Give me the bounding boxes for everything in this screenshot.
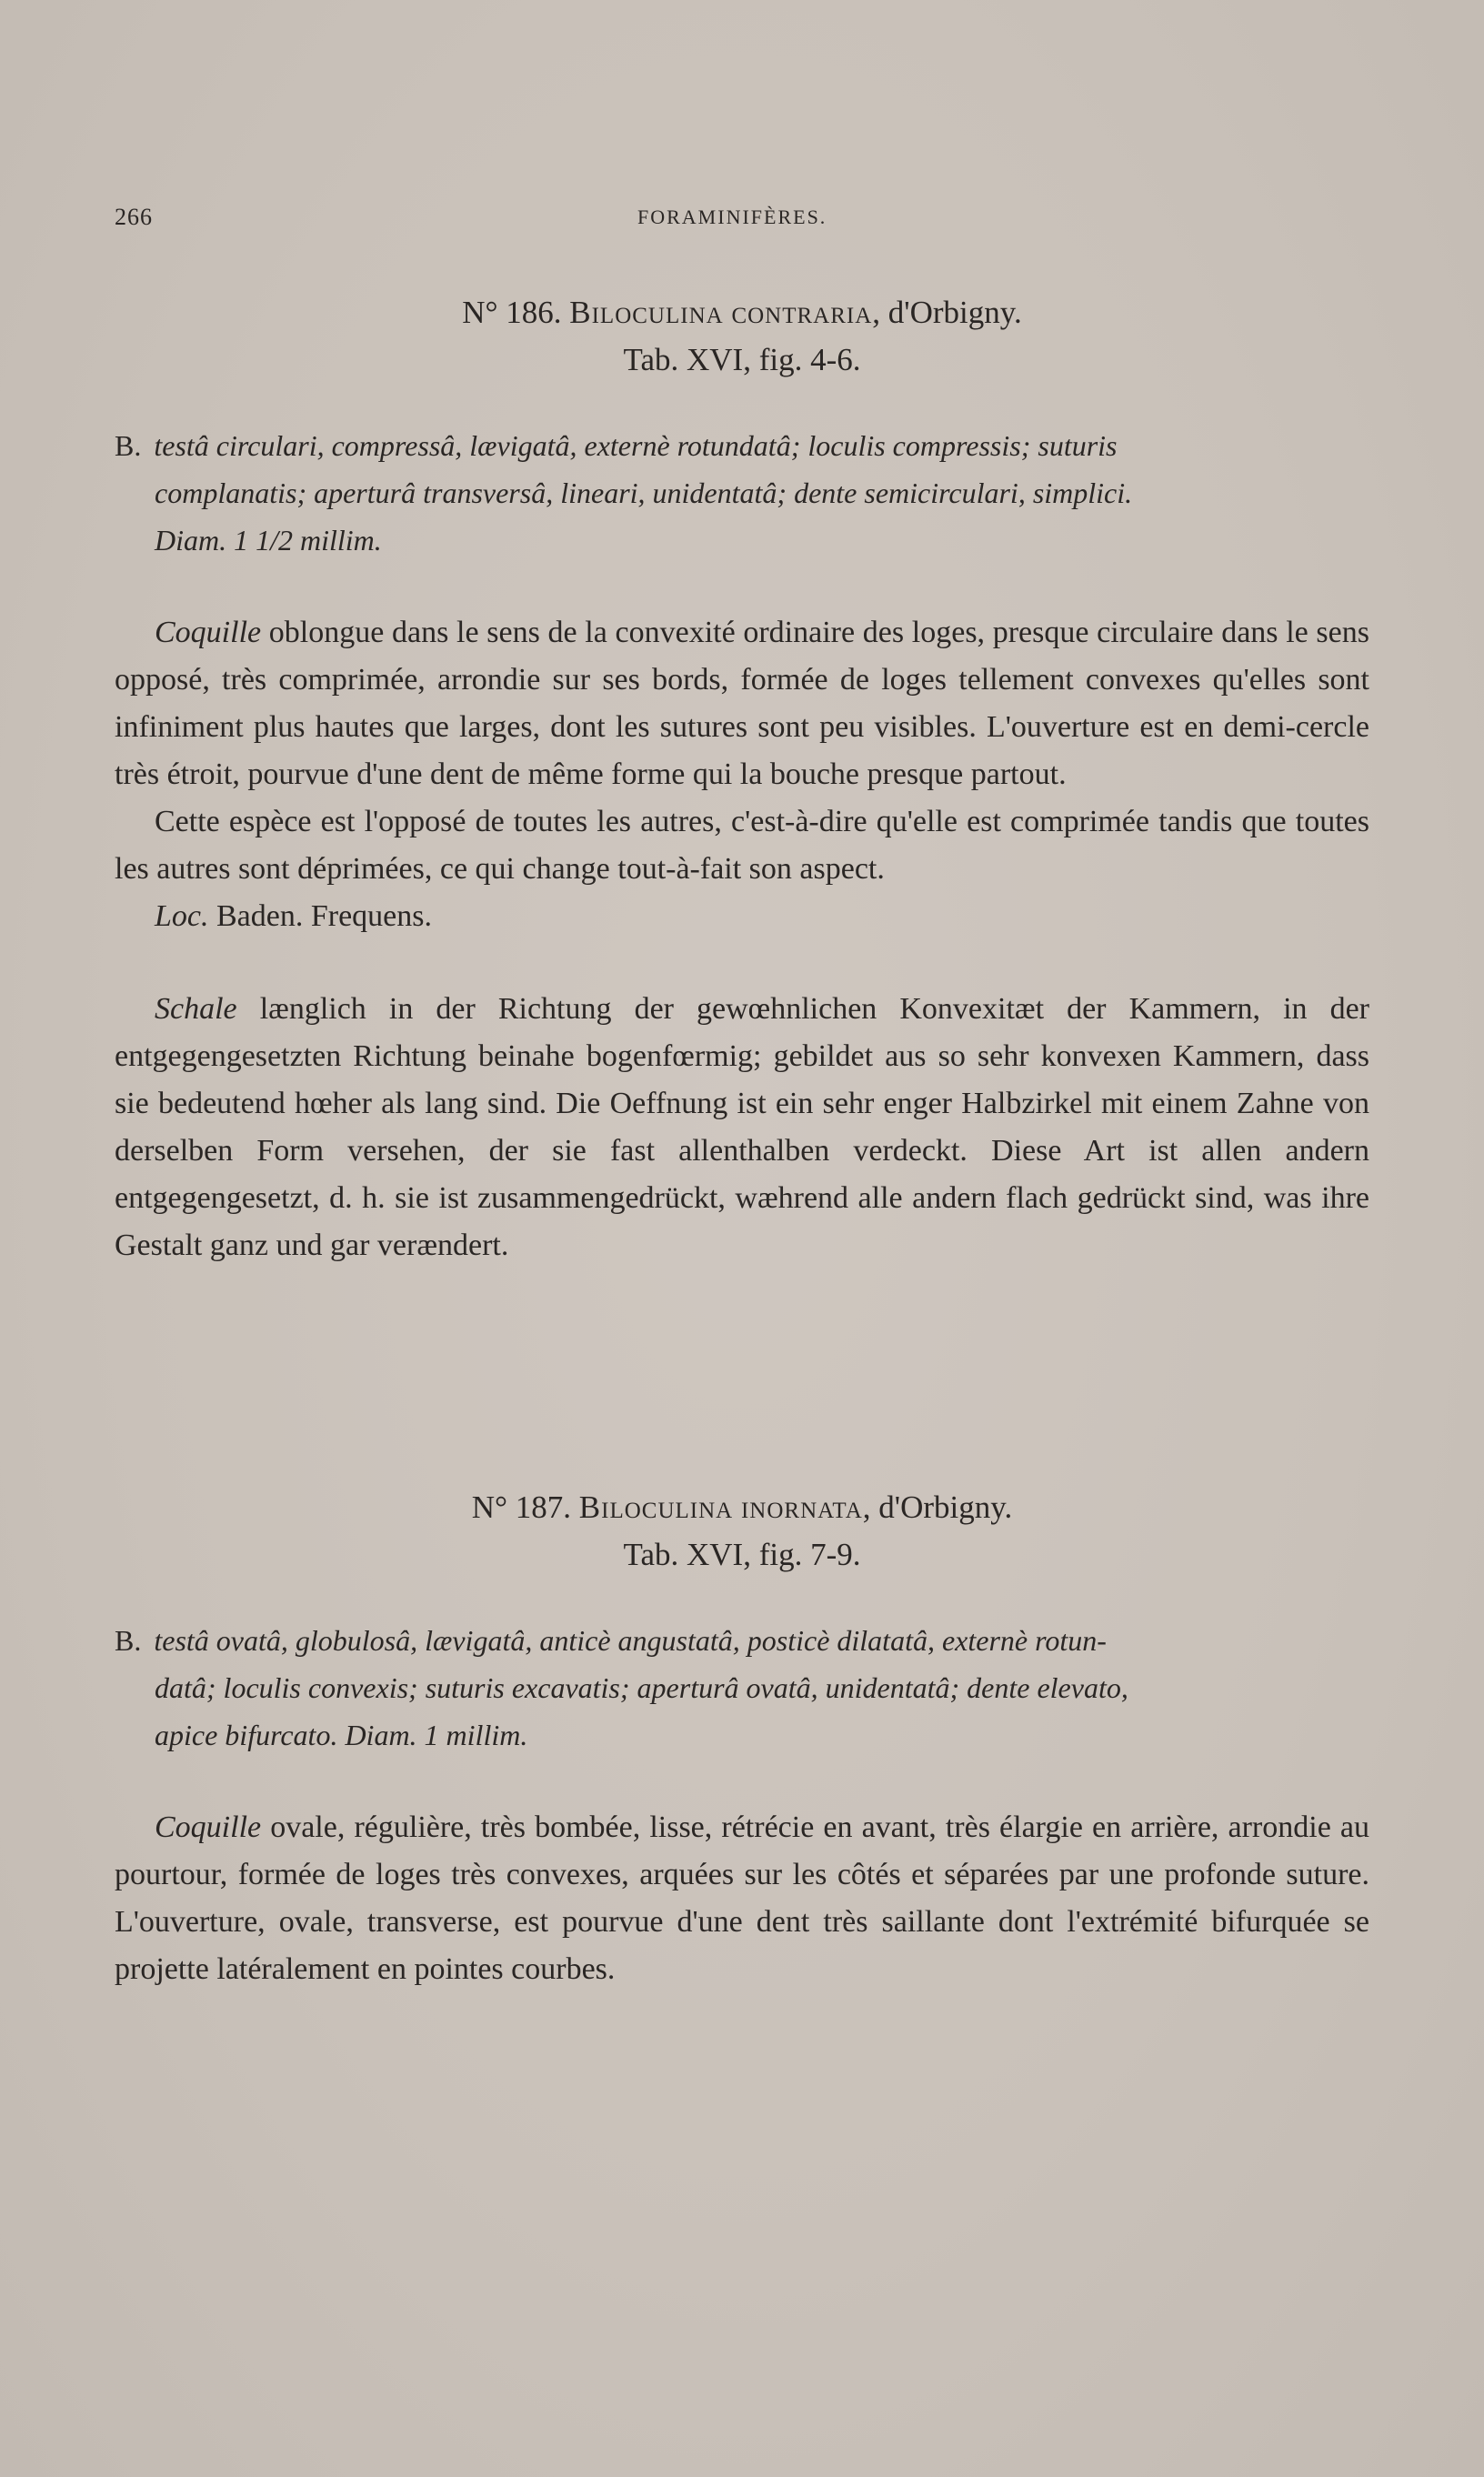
description-lead: Coquille — [155, 616, 262, 649]
french-description — [115, 609, 1369, 798]
species-name: contraria — [731, 295, 873, 330]
diagnosis-line: testâ ovatâ, globulosâ, lævigatâ, anticè angustatâ, posticè dilatatâ, externè rotun- — [154, 1624, 1107, 1657]
plate-reference: Tab. XVI, fig. 7-9. — [623, 1537, 861, 1572]
description-text: oblongue dans le sens de la convexité ordinaire des loges, presque circulaire dans le sens opposé, très comprimée, arrondie sur ses bords, formée de loges tellement convexes qu'elles sont infiniment plus hautes que larges, dont les sutures sont peu visibles. L'ouverture est en demi-cercle très étroit, pourvue d'une dent de même forme qui la bouche presque partout. — [115, 616, 1369, 791]
german-description — [115, 986, 1369, 1269]
species-number: N° 187. — [471, 1489, 572, 1525]
species-author: , d'Orbigny. — [862, 1489, 1013, 1525]
page-number: 266 — [115, 204, 153, 230]
locality-text: Baden. Frequens. — [208, 899, 433, 933]
diagnosis-genus-initial: B. — [115, 429, 142, 462]
description-text: ovale, régulière, très bombée, lisse, rétrécie en avant, très élargie en arrière, arrondie au pourtour, formée de loges très convexes, arquées sur les côtés et séparées par une profonde suture. L'ouverture, ovale, transverse, est pourvue d'une dent très saillante dont l'extrémité bifurquée se projette latéralement en pointes courbes. — [115, 1810, 1369, 1986]
species-number: N° 186. — [462, 295, 562, 330]
diagnosis-line: apice bifurcato. Diam. 1 millim. — [155, 1719, 528, 1751]
description-text: længlich in der Richtung der gewœhnlichen Konvexitæt der Kammern, in der entgegengesetzten Richtung beinahe bogenfœrmig; gebildet aus so sehr konvexen Kammern, dass sie bedeutend hœher als lang sind. Die Oeffnung ist ein sehr enger Halbzirkel mit einem Zahne von derselben Form versehen, der sie fast allenthalben verdeckt. Diese Art ist allen andern entgegengesetzt, d. h. sie ist zusammengedrückt, wæhrend alle andern flach gedrückt sind, was ihre Gestalt ganz und gar verændert. — [115, 992, 1369, 1262]
description-lead: Schale — [155, 992, 237, 1026]
latin-diagnosis — [115, 1617, 1369, 1759]
locality — [115, 893, 1369, 940]
diagnosis-line: datâ; loculis convexis; suturis excavatis; aperturâ ovatâ, unidentatâ; dente elevato, — [155, 1671, 1128, 1704]
species-heading — [115, 289, 1369, 336]
french-description — [115, 1804, 1369, 1993]
genus-name: Biloculina — [578, 1489, 734, 1525]
french-remark: Cette espèce est l'opposé de toutes les autres, c'est-à-dire qu'elle est comprimée tandis que toutes les autres sont déprimées, ce qui change tout-à-fait son aspect. — [115, 805, 1369, 886]
species-heading — [115, 1484, 1369, 1531]
genus-name: Biloculina — [569, 295, 724, 330]
species-entry-186 — [115, 289, 1369, 1269]
species-name: inornata — [740, 1489, 863, 1525]
species-author: , d'Orbigny. — [872, 295, 1022, 330]
running-head — [115, 204, 1369, 236]
latin-diagnosis — [115, 422, 1369, 564]
species-entry-187 — [115, 1484, 1369, 1993]
diagnosis-line: complanatis; aperturâ transversâ, lineari, unidentatâ; dente semicirculari, simplici. — [155, 476, 1133, 509]
plate-reference: Tab. XVI, fig. 4-6. — [623, 342, 861, 377]
diagnosis-genus-initial: B. — [115, 1624, 142, 1657]
running-title: FORAMINIFÈRES. — [637, 206, 827, 228]
locality-lead: Loc. — [155, 899, 209, 933]
diagnosis-line: testâ circulari, compressâ, lævigatâ, externè rotundatâ; loculis compressis; suturis — [154, 429, 1118, 462]
description-lead: Coquille — [155, 1810, 262, 1844]
diagnosis-line: Diam. 1 1/2 millim. — [155, 524, 382, 557]
